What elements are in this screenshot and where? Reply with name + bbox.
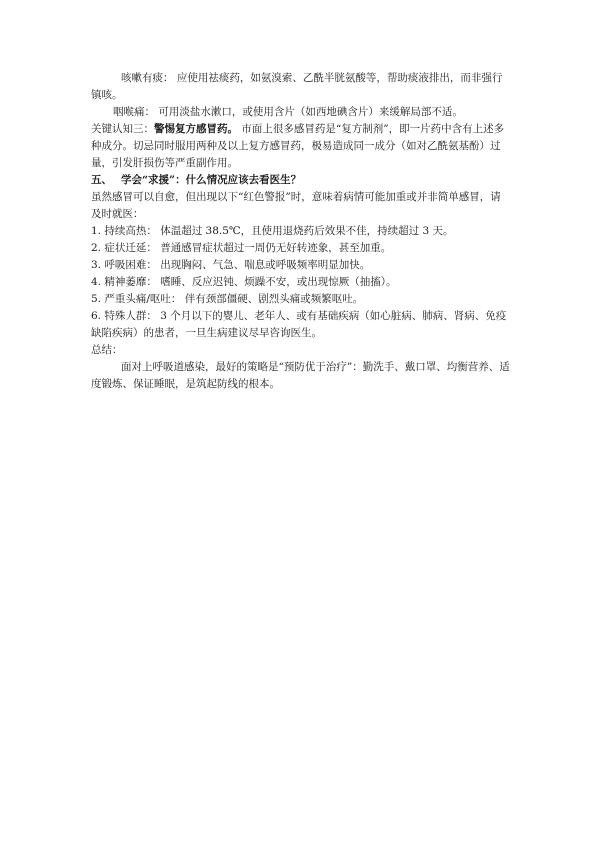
item-label: 2. 症状迁延： bbox=[91, 242, 157, 254]
throat-paragraph bbox=[91, 104, 510, 121]
section-5-intro: 虽然感冒可以自愈，但出现以下“红色警报”时，意味着病情可能加重或并非简单感冒，请及时就医： bbox=[91, 191, 501, 220]
key3-prefix: 关键认知三： bbox=[91, 123, 154, 135]
item-text: 3 个月以下的婴儿、老年人、或有基础疾病（如心脏病、肺病、肾病、免疫缺陷疾病）的患者，一旦生病建议尽早咨询医生。 bbox=[91, 310, 507, 339]
cough-paragraph bbox=[91, 70, 510, 104]
item-label: 6. 特殊人群： bbox=[91, 310, 157, 322]
summary-text: 面对上呼吸道感染，最好的策略是“预防优于治疗”：勤洗手、戴口罩、均衡营养、适度锻炼、保证睡眠，是筑起防线的根本。 bbox=[91, 361, 510, 390]
throat-text: 可用淡盐水漱口，或使用含片（如西地碘含片）来缓解局部不适。 bbox=[158, 106, 463, 118]
cough-text: 应使用祛痰药，如氨溴索、乙酰半胱氨酸等，帮助痰液排出，而非强行镇咳。 bbox=[91, 72, 503, 101]
item-text: 体温超过 38.5℃，且使用退烧药后效果不佳，持续超过 3 天。 bbox=[160, 225, 454, 237]
item-text: 出现胸闷、气急、喘息或呼吸频率明显加快。 bbox=[160, 259, 371, 271]
item-label: 3. 呼吸困难： bbox=[91, 259, 157, 271]
list-item bbox=[91, 257, 510, 274]
item-label: 4. 精神萎靡： bbox=[91, 276, 157, 288]
list-item bbox=[91, 291, 510, 308]
item-label: 1. 持续高热： bbox=[91, 225, 157, 237]
throat-label: 咽喉痛： bbox=[113, 106, 155, 118]
item-text: 伴有颈部僵硬、剧烈头痛或频繁呕吐。 bbox=[184, 293, 364, 305]
key-insight-3-paragraph bbox=[91, 121, 510, 172]
list-item bbox=[91, 240, 510, 257]
key3-text: 市面上很多感冒药是“复方制剂”，即一片药中含有上述多种成分。切忌同时服用两种及以上复方感冒药，极易造成同一成分（如对乙酰氨基酚）过量，引发肝损伤等严重副作用。 bbox=[91, 123, 505, 169]
item-text: 普通感冒症状超过一周仍无好转迹象，甚至加重。 bbox=[160, 242, 392, 254]
summary-label: 总结： bbox=[91, 344, 123, 356]
list-item bbox=[91, 274, 510, 291]
warning-list bbox=[91, 223, 510, 342]
item-label: 5. 严重头痛/呕吐： bbox=[91, 293, 182, 305]
key3-bold: 警惕复方感冒药。 bbox=[154, 123, 238, 135]
section-5-number: 五、 bbox=[91, 174, 112, 186]
item-text: 嗜睡、反应迟钝、烦躁不安，或出现惊厥（抽搐）。 bbox=[160, 276, 397, 288]
list-item bbox=[91, 223, 510, 240]
section-5-heading bbox=[91, 172, 510, 189]
section-5-title: 学会“求援”：什么情况应该去看医生？ bbox=[121, 174, 302, 186]
list-item bbox=[91, 308, 510, 342]
cough-label: 咳嗽有痰： bbox=[121, 72, 174, 84]
